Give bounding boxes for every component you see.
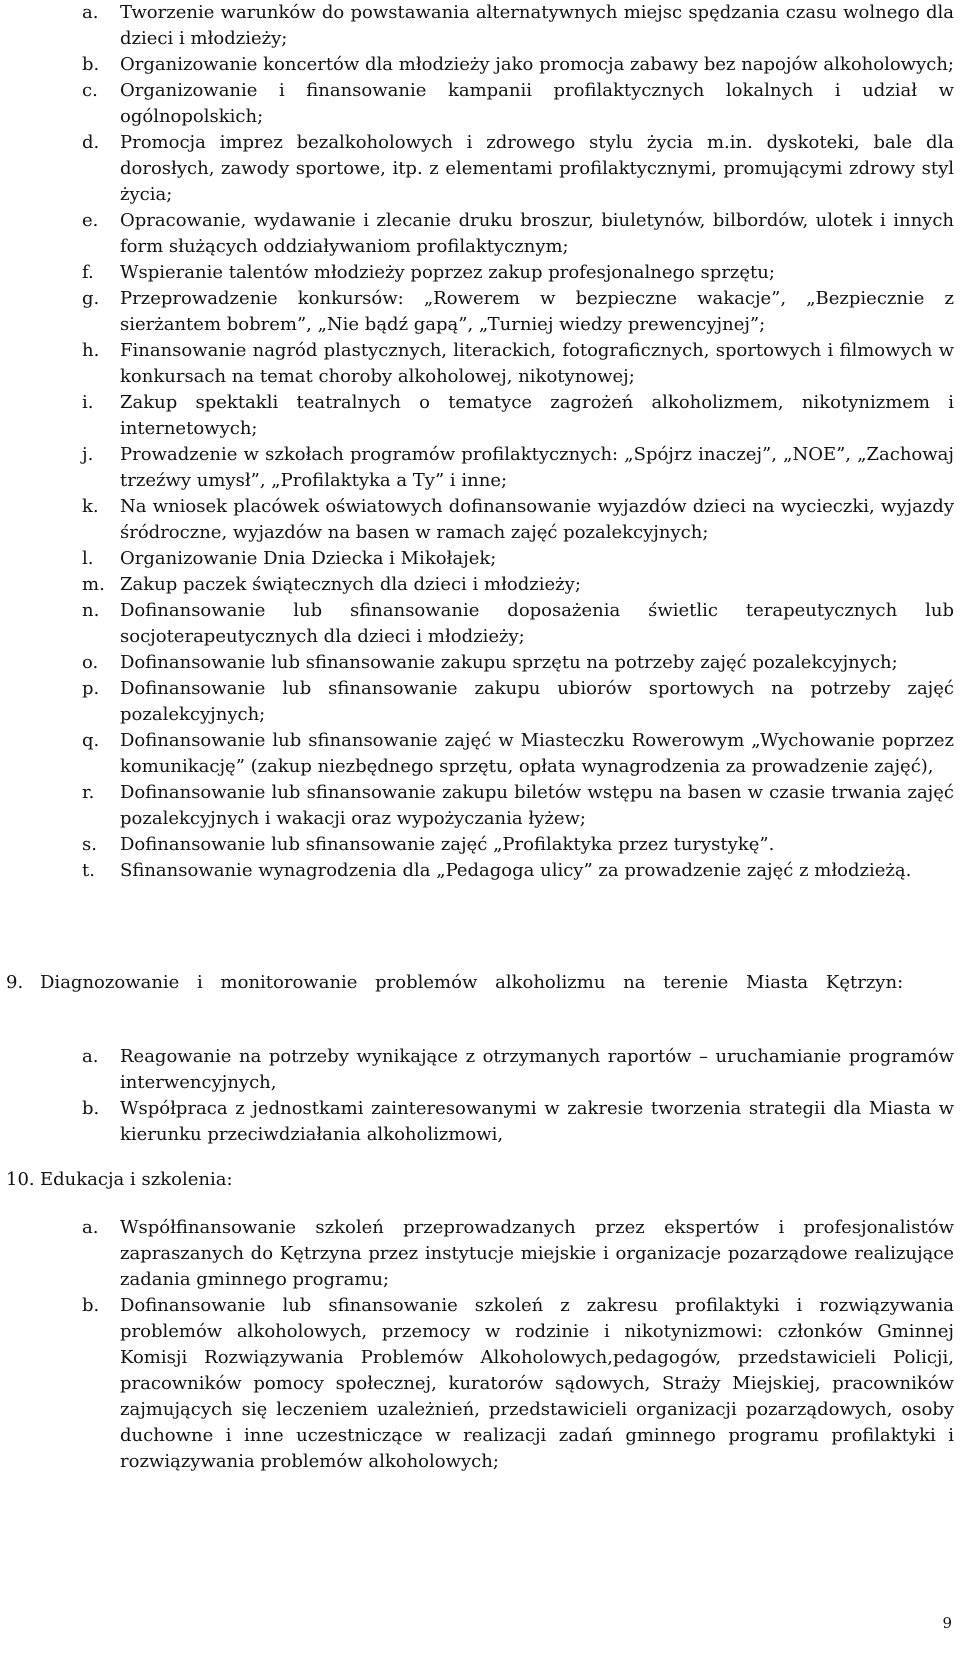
list-item-letter: h.: [82, 340, 100, 361]
list-item: [82, 1293, 954, 1475]
section-title: Edukacja i szkolenia:: [40, 1169, 233, 1190]
list-item-text: Dofinansowanie lub sfinansowanie zakupu sprzętu na potrzeby zajęć pozalekcyjnych;: [120, 652, 898, 673]
list-item-text: Współpraca z jednostkami zainteresowanymi w zakresie tworzenia strategii dla Miasta w kierunku przeciwdziałania alkoholizmowi,: [120, 1098, 954, 1145]
list-item: [82, 494, 954, 546]
list-item-text: Organizowanie Dnia Dziecka i Mikołajek;: [120, 548, 497, 569]
list-item-letter: e.: [82, 210, 99, 231]
list-item-letter: p.: [82, 678, 100, 699]
list-item-text: Zakup spektakli teatralnych o tematyce zagrożeń alkoholizmem, nikotynizmem i internetowych;: [120, 392, 954, 439]
list-item-text: Finansowanie nagród plastycznych, literackich, fotograficznych, sportowych i filmowych w konkursach na temat choroby alkoholowej, nikotynowej;: [120, 340, 954, 387]
list-item-letter: a.: [82, 2, 99, 23]
list-item-letter: n.: [82, 600, 100, 621]
list-item: [82, 650, 954, 676]
list-item: [82, 780, 954, 832]
list-item-letter: m.: [82, 574, 105, 595]
list-item: [82, 286, 954, 338]
list-item: [82, 390, 954, 442]
activities-list: [82, 0, 954, 884]
list-item-text: Dofinansowanie lub sfinansowanie szkoleń z zakresu profilaktyki i rozwiązywania problemów alkoholowych, przemocy w rodzinie i nikotynizmowi: członków Gminnej Komisji Rozwiązywania Problemów Alkoholowych,pedagogów, przedstawicieli Policji, pracowników pomocy społecznej, kuratorów sądowych, Straży Miejskiej, pracowników zajmujących się leczeniem uzależnień, przedstawicieli organizacji pozarządowych, osoby duchowne i inne uczestniczące w realizacji zadań gminnego programu profilaktyki i rozwiązywania problemów alkoholowych;: [120, 1295, 954, 1472]
list-item: [82, 260, 954, 286]
list-item-letter: s.: [82, 834, 97, 855]
list-item-text: Przeprowadzenie konkursów: „Rowerem w bezpieczne wakacje”, „Bezpiecznie z sierżantem bobrem”, „Nie bądź gapą”, „Turniej wiedzy prewencyjnej”;: [120, 288, 954, 335]
list-item-letter: b.: [82, 1098, 100, 1119]
list-item-text: Dofinansowanie lub sfinansowanie zakupu biletów wstępu na basen w czasie trwania zajęć pozalekcyjnych i wakacji oraz wypożyczania łyżew;: [120, 782, 954, 829]
section-title: Diagnozowanie i monitorowanie problemów alkoholizmu na terenie Miasta Kętrzyn:: [40, 972, 904, 993]
list-item: [82, 676, 954, 728]
list-item: [82, 858, 954, 884]
list-item: [82, 208, 954, 260]
list-item-text: Na wniosek placówek oświatowych dofinansowanie wyjazdów dzieci na wycieczki, wyjazdy śródroczne, wyjazdów na basen w ramach zajęć pozalekcyjnych;: [120, 496, 954, 543]
list-item-text: Reagowanie na potrzeby wynikające z otrzymanych raportów – uruchamianie programów interwencyjnych,: [120, 1046, 954, 1093]
page-number: 9: [942, 1614, 952, 1632]
list-item-letter: o.: [82, 652, 99, 673]
list-item-text: Organizowanie koncertów dla młodzieży jako promocja zabawy bez napojów alkoholowych;: [120, 54, 954, 75]
list-item-text: Wspieranie talentów młodzieży poprzez zakup profesjonalnego sprzętu;: [120, 262, 775, 283]
list-item: [82, 1215, 954, 1293]
list-item: [82, 572, 954, 598]
list-item: [82, 546, 954, 572]
list-item-letter: k.: [82, 496, 99, 517]
list-item-letter: t.: [82, 860, 95, 881]
list-item-letter: b.: [82, 1295, 100, 1316]
list-item: [82, 442, 954, 494]
list-item-text: Sfinansowanie wynagrodzenia dla „Pedagoga ulicy” za prowadzenie zajęć z młodzieżą.: [120, 860, 912, 881]
list-item-text: Współfinansowanie szkoleń przeprowadzanych przez ekspertów i profesjonalistów zapraszanych do Kętrzyna przez instytucje miejskie i organizacje pozarządowe realizujące zadania gminnego programu;: [120, 1217, 954, 1290]
list-item-letter: r.: [82, 782, 95, 803]
list-item: [82, 0, 954, 52]
list-item-text: Tworzenie warunków do powstawania alternatywnych miejsc spędzania czasu wolnego dla dzieci i młodzieży;: [120, 2, 954, 49]
list-item: [82, 1044, 954, 1096]
list-item-letter: g.: [82, 288, 100, 309]
list-item-letter: j.: [82, 444, 94, 465]
section-10-heading: [6, 1167, 952, 1193]
list-item: [82, 598, 954, 650]
list-item-text: Zakup paczek świątecznych dla dzieci i młodzieży;: [120, 574, 581, 595]
list-item-letter: l.: [82, 548, 94, 569]
list-item-letter: i.: [82, 392, 94, 413]
list-item-text: Opracowanie, wydawanie i zlecanie druku broszur, biuletynów, bilbordów, ulotek i innych form służących oddziaływaniom profilaktycznym;: [120, 210, 954, 257]
list-item-text: Promocja imprez bezalkoholowych i zdrowego stylu życia m.in. dyskoteki, bale dla dorosłych, zawody sportowe, itp. z elementami profilaktycznymi, promującymi zdrowy styl życia;: [120, 132, 954, 205]
education-list: [82, 1215, 954, 1475]
list-item-text: Prowadzenie w szkołach programów profilaktycznych: „Spójrz inaczej”, „NOE”, „Zachowaj trzeźwy umysł”, „Profilaktyka a Ty” i inne;: [120, 444, 954, 491]
list-item-text: Dofinansowanie lub sfinansowanie zajęć „Profilaktyka przez turystykę”.: [120, 834, 775, 855]
list-item: [82, 338, 954, 390]
monitoring-list: [82, 1044, 954, 1148]
section-number: 10.: [6, 1169, 35, 1190]
section-9-heading: [6, 970, 952, 996]
list-item: [82, 1096, 954, 1148]
list-item: [82, 832, 954, 858]
list-item-text: Dofinansowanie lub sfinansowanie zakupu ubiorów sportowych na potrzeby zajęć pozalekcyjnych;: [120, 678, 954, 725]
list-item-letter: f.: [82, 262, 94, 283]
list-item: [82, 728, 954, 780]
list-item: [82, 52, 954, 78]
list-item-letter: b.: [82, 54, 100, 75]
list-item: [82, 78, 954, 130]
list-item-letter: c.: [82, 80, 98, 101]
list-item-letter: a.: [82, 1217, 99, 1238]
list-item: [82, 130, 954, 208]
list-item-letter: a.: [82, 1046, 99, 1067]
list-item-letter: q.: [82, 730, 100, 751]
list-item-letter: d.: [82, 132, 100, 153]
list-item-text: Dofinansowanie lub sfinansowanie zajęć w Miasteczku Rowerowym „Wychowanie poprzez komunikację” (zakup niezbędnego sprzętu, opłata wynagrodzenia za prowadzenie zajęć),: [120, 730, 954, 777]
list-item-text: Organizowanie i finansowanie kampanii profilaktycznych lokalnych i udział w ogólnopolskich;: [120, 80, 954, 127]
section-number: 9.: [6, 972, 24, 993]
list-item-text: Dofinansowanie lub sfinansowanie doposażenia świetlic terapeutycznych lub socjoterapeutycznych dla dzieci i młodzieży;: [120, 600, 954, 647]
